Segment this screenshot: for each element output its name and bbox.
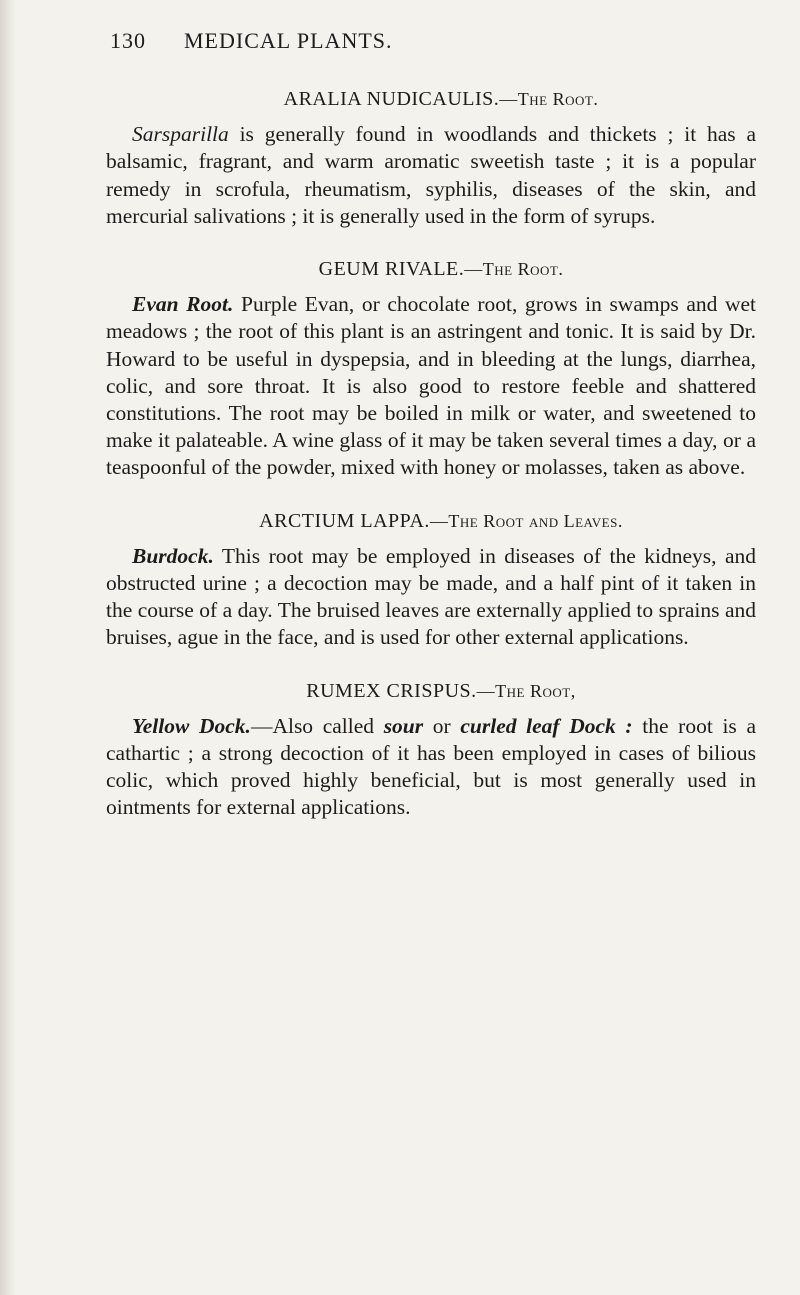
- paragraph-text: or: [423, 713, 461, 738]
- paragraph-text: —Also called: [250, 713, 384, 738]
- heading-part: —The Root.: [499, 89, 599, 109]
- section-paragraph: [106, 543, 756, 652]
- common-name: Evan Root.: [132, 292, 234, 317]
- heading-main: ARALIA NUDICAULIS.: [283, 88, 500, 110]
- common-name: Burdock.: [132, 543, 214, 568]
- page-number: 130: [110, 28, 146, 53]
- emphasis-curled-leaf: curled leaf Dock :: [460, 713, 633, 738]
- page-body: [106, 86, 756, 848]
- common-name: Yellow Dock.: [132, 713, 251, 738]
- section-geum: [106, 256, 756, 482]
- emphasis-sour: sour: [383, 713, 424, 738]
- heading-part: —The Root.: [464, 259, 564, 280]
- running-head: [110, 28, 393, 54]
- section-aralia: [106, 86, 756, 230]
- section-paragraph: [106, 121, 756, 230]
- paragraph-text: is generally found in woodlands and thickets ; it has a balsamic, fragrant, and warm aromatic sweetish taste ; it is a popular remedy in scrofula, rheumatism, syphilis, diseases of the skin, and mercurial salivations ; it is generally used in the form of syrups.: [106, 122, 756, 228]
- section-heading: [106, 678, 756, 705]
- heading-main: RUMEX CRISPUS.: [306, 679, 477, 702]
- section-paragraph: [106, 291, 756, 481]
- section-paragraph: [106, 713, 756, 822]
- heading-main: GEUM RIVALE.: [318, 258, 465, 281]
- section-rumex: [106, 678, 756, 822]
- common-name: Sarsparilla: [132, 122, 229, 147]
- paragraph-text: the root is a cathartic ; a strong decoction of it has been employed in cases of bilious colic, which proved highly beneficial, but is most generally used in ointments for external applications.: [106, 713, 756, 820]
- heading-part: —The Root,: [476, 680, 576, 701]
- heading-main: ARCTIUM LAPPA.: [259, 509, 430, 532]
- section-arctium: [106, 508, 756, 652]
- paragraph-text: Purple Evan, or chocolate root, grows in swamps and wet meadows ; the root of this plant is an astringent and tonic. It is said by Dr. Howard to be useful in dyspepsia, and in bleeding at the lungs, diarrhea, colic, and sore throat. It is also good to restore feeble and shattered constitutions. The root may be boiled in milk or water, and sweetened to make it palateable. A wine glass of it may be taken several times a day, or a teaspoonful of the powder, mixed with honey or molasses, taken as above.: [106, 292, 757, 480]
- paragraph-text: This root may be employed in diseases of the kidneys, and obstructed urine ; a decoction may be made, and a half pint of it taken in the course of a day. The bruised leaves are externally applied to sprains and bruises, ague in the face, and is used for other external applications.: [106, 543, 756, 650]
- section-heading: [106, 86, 756, 113]
- section-heading: [106, 256, 756, 283]
- heading-part: —The Root and Leaves.: [429, 510, 623, 531]
- running-title: MEDICAL PLANTS.: [184, 28, 393, 53]
- section-heading: [106, 508, 756, 535]
